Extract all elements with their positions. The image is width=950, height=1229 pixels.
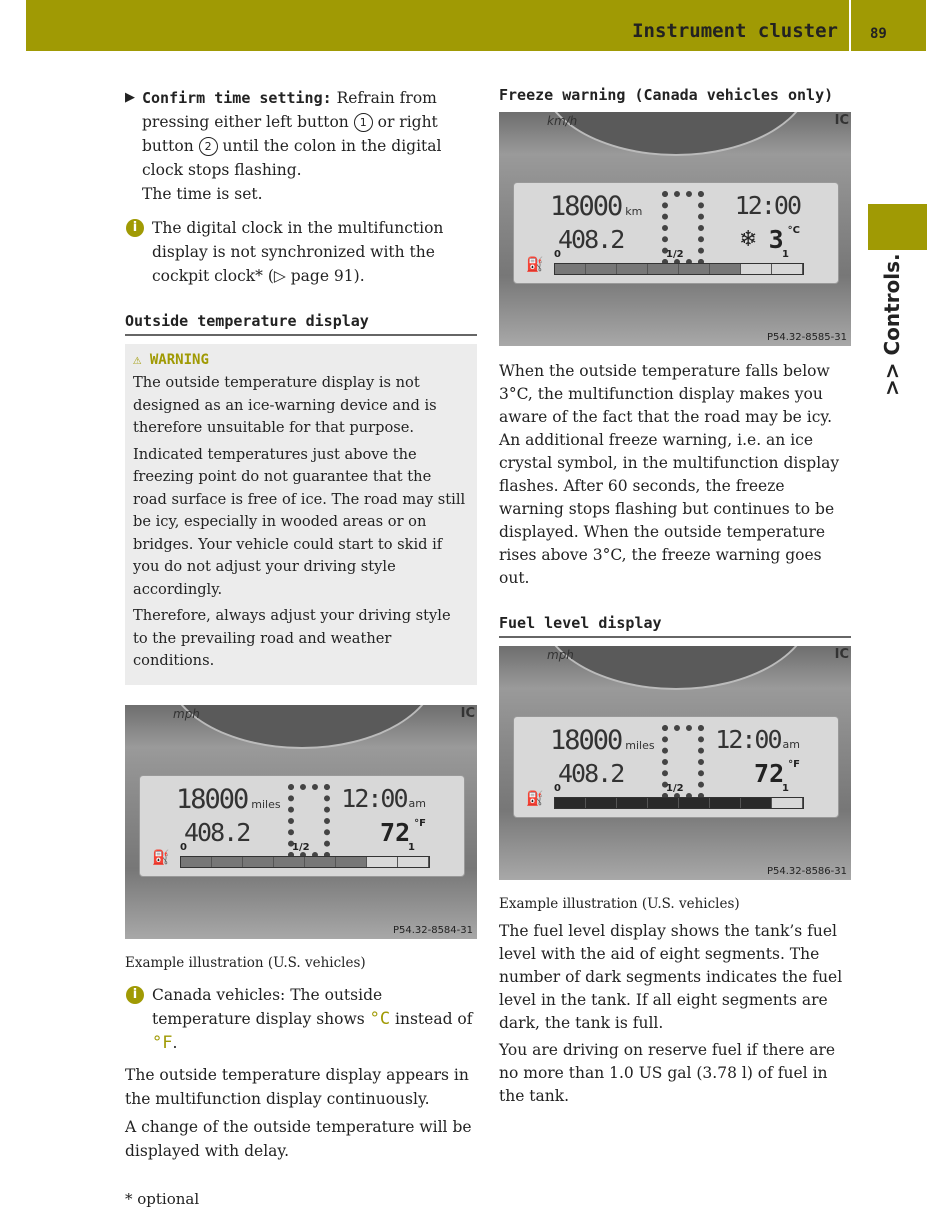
info-note-clock <box>125 216 477 288</box>
button-1-icon: 1 <box>354 113 373 132</box>
warning-triangle-icon: ⚠ <box>133 352 142 368</box>
image-code: P54.32-8585-31 <box>766 332 847 343</box>
warning-heading <box>133 352 469 368</box>
info-note-canada: i Canada vehicles: The outside temperature display shows °C instead of °F. <box>125 983 477 1055</box>
warning-box <box>125 344 477 685</box>
paragraph-delay: A change of the outside temperature will be displayed with delay. <box>125 1117 472 1160</box>
speed-unit: mph <box>173 706 200 721</box>
image-code: P54.32-8586-31 <box>766 866 847 877</box>
multifunction-display <box>139 775 465 877</box>
warning-title: WARNING <box>149 352 209 368</box>
instrument-cluster-image-us-2 <box>499 646 851 880</box>
odometer: 18000 miles <box>550 725 655 756</box>
fuel-segment <box>710 264 741 274</box>
fuel-segment <box>648 798 679 808</box>
image-code: P54.32-8584-31 <box>392 924 473 936</box>
trip-meter: 408.2 <box>558 225 624 254</box>
section-heading-freeze: Freeze warning (Canada vehicles only) <box>499 86 834 104</box>
multifunction-display <box>513 182 839 284</box>
instrument-cluster-image-us-1 <box>125 705 477 939</box>
fuel-segment <box>772 264 803 274</box>
fuel-segment <box>617 264 648 274</box>
fuel-segment <box>710 798 741 808</box>
fuel-segment <box>336 857 367 867</box>
digital-clock: 12:00 <box>734 191 800 220</box>
brand-mark: IC <box>834 113 849 128</box>
fuel-segment <box>305 857 336 867</box>
info-text: The digital clock in the multifunction display is not synchronized with the cockpit clock* (▷ page 91). <box>152 219 444 285</box>
fuel-segment <box>679 264 710 274</box>
warning-paragraph-3: Therefore, always adjust your driving style to the prevailing road and weather conditions. <box>133 607 451 669</box>
page-number: 89 <box>870 26 887 42</box>
image-caption: Example illustration (U.S. vehicles) <box>125 954 366 971</box>
odometer: 18000 km <box>550 191 643 222</box>
button-2-icon: 2 <box>199 137 218 156</box>
digital-clock: 12:00 am <box>341 783 426 813</box>
fuel-segment <box>555 798 586 808</box>
step-result: The time is set. <box>142 185 263 203</box>
header-divider <box>849 0 851 51</box>
speed-unit: km/h <box>547 114 578 128</box>
section-heading-outside-temp: Outside temperature display <box>125 312 477 336</box>
trip-meter: 408.2 <box>184 817 250 847</box>
fuel-segment <box>648 264 679 274</box>
step-text-2: or right button <box>142 113 438 155</box>
fuel-gauge: ⛽ 0 1/2 1 <box>554 261 802 277</box>
image-caption: Example illustration (U.S. vehicles) <box>499 896 740 912</box>
footnote: * optional <box>125 1190 200 1208</box>
fuel-segment <box>772 798 803 808</box>
section-heading-fuel: Fuel level display <box>499 614 851 638</box>
paragraph-continuous: The outside temperature display appears in the multifunction display continuously. <box>125 1065 469 1108</box>
step-text-1: Refrain from pressing either left button <box>142 89 437 131</box>
info-icon: i <box>126 986 144 1004</box>
dashboard-arc <box>165 705 439 749</box>
section-tab <box>868 204 927 250</box>
fuel-segment <box>741 798 772 808</box>
fuel-segment <box>212 857 243 867</box>
odometer: 18000 miles <box>176 783 281 815</box>
freeze-paragraph: When the outside temperature falls below 3°C, the multifunction display makes you aware of the fact that the road may be icy. An additional freeze warning, i.e. an ice crystal symbol, in the multifunction display flashes. After 60 seconds, the freeze warning stops flashing but continues to be displayed. When the outside temperature rises above 3°C, the freeze warning goes out. <box>499 362 840 587</box>
digital-clock: 12:00 am <box>715 725 800 754</box>
fuel-paragraph-2: You are driving on reserve fuel if there are no more than 1.0 US gal (3.78 l) of fuel in the tank. <box>499 1041 836 1105</box>
brand-mark: IC <box>460 705 475 721</box>
speed-unit: mph <box>547 648 574 662</box>
fuel-pump-icon: ⛽ <box>152 849 170 866</box>
instrument-cluster-image-canada <box>499 112 851 346</box>
trip-meter: 408.2 <box>558 759 624 788</box>
triangle-bullet-icon: ▶ <box>125 90 135 105</box>
step-text-3: until the colon in the digital clock stops flashing. <box>142 137 442 179</box>
fuel-segment <box>274 857 305 867</box>
step-label: Confirm time setting: <box>142 89 332 107</box>
fuel-segment <box>243 857 274 867</box>
fuel-pump-icon: ⛽ <box>526 257 544 273</box>
right-column <box>499 86 851 1108</box>
fuel-segment <box>741 264 772 274</box>
outside-temperature: 72 $^{^\circ F}$ <box>380 817 426 847</box>
brand-mark: IC <box>834 647 849 662</box>
outside-temperature: 3 $^{^\circ C}$ <box>768 225 800 254</box>
fuel-segment <box>586 264 617 274</box>
fuel-segment <box>586 798 617 808</box>
section-label: >> Controls. <box>880 253 904 396</box>
fuel-gauge: ⛽ 0 1/2 1 <box>180 854 428 870</box>
fuel-segment <box>181 857 212 867</box>
fuel-segment <box>398 857 429 867</box>
fuel-paragraph-1: The fuel level display shows the tank’s fuel level with the aid of eight segments. The number of dark segments indicates the fuel level in the tank. If all eight segments are dark, the tank is full. <box>499 922 843 1032</box>
snowflake-icon: ❄ <box>739 227 758 252</box>
dashboard-arc <box>539 112 813 156</box>
warning-paragraph-2: Indicated temperatures just above the freezing point do not guarantee that the road surface is free of ice. The road may still be icy, especially in wooded areas or on bridges. Your vehicle could start to skid if you do not adjust your driving style accordingly. <box>133 445 466 598</box>
multifunction-display <box>513 716 839 818</box>
chapter-title: Instrument cluster <box>632 20 838 42</box>
fuel-segment <box>367 857 398 867</box>
left-column <box>125 86 477 1163</box>
info-icon: i <box>126 219 144 237</box>
fuel-segment <box>555 264 586 274</box>
dashboard-arc <box>539 646 813 690</box>
fuel-segment <box>679 798 710 808</box>
fuel-pump-icon: ⛽ <box>526 791 544 807</box>
instruction-step <box>125 86 477 206</box>
fuel-gauge: ⛽ 0 1/2 1 <box>554 795 802 811</box>
fuel-segment <box>617 798 648 808</box>
outside-temperature: 72 $^{^\circ F}$ <box>754 759 800 788</box>
warning-paragraph-1: The outside temperature display is not designed as an ice-warning device and is therefore unsuitable for that purpose. <box>133 374 437 436</box>
